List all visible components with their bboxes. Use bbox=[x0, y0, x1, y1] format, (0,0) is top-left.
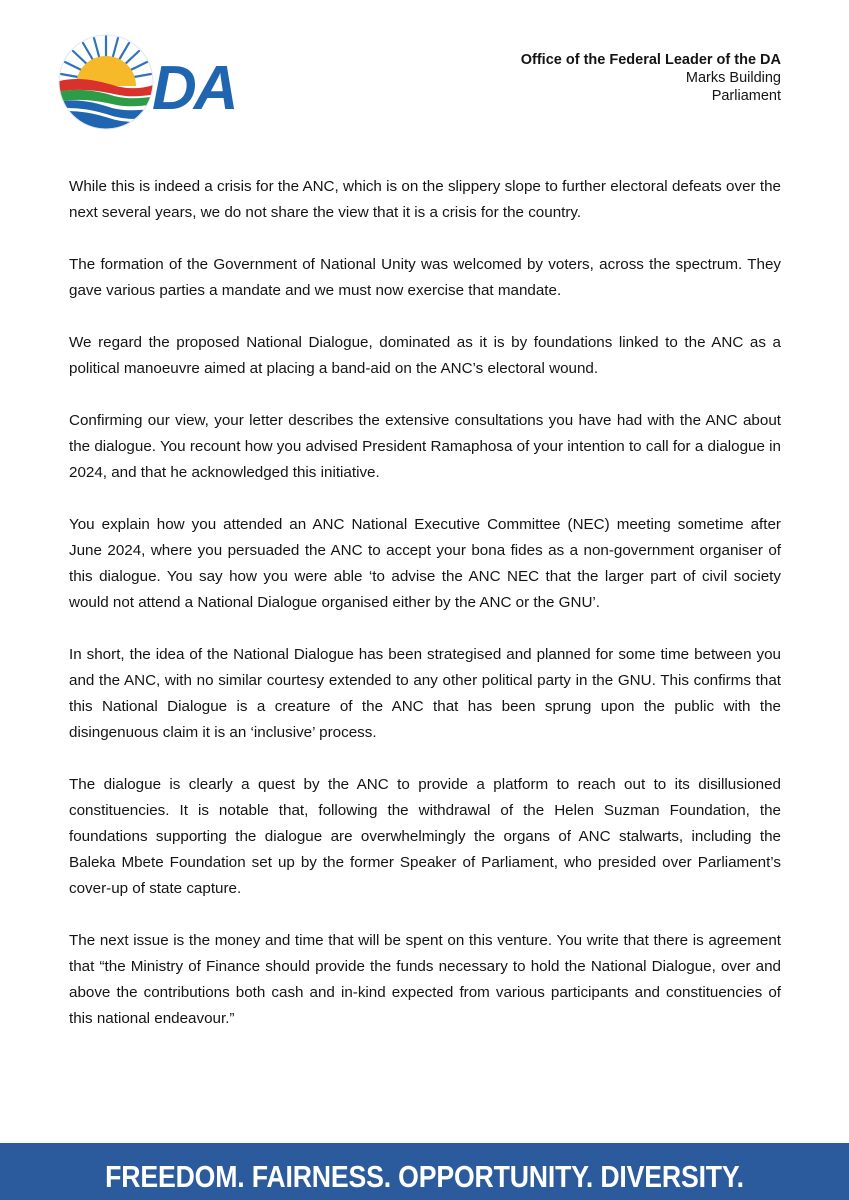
footer-slogan: FREEDOM. FAIRNESS. OPPORTUNITY. DIVERSITY. bbox=[105, 1159, 744, 1194]
office-address bbox=[521, 51, 781, 105]
paragraph: We regard the proposed National Dialogue, dominated as it is by foundations linked to the ANC as a political manoeuvre aimed at placing a band-aid on the ANC’s electoral wound. bbox=[69, 334, 781, 377]
office-title: Office of the Federal Leader of the DA bbox=[520, 52, 781, 68]
paragraph: The dialogue is clearly a quest by the ANC to provide a platform to reach out to its disillusioned constituencies. It is notable that, following the withdrawal of the Helen Suzman Foundation, the foundations supporting the dialogue are overwhelmingly the organs of ANC stalwarts, including the Baleka Mbete Foundation set up by the former Speaker of Parliament, who presided over Parliament’s cover-up of state capture. bbox=[69, 776, 781, 897]
paragraph: In short, the idea of the National Dialogue has been strategised and planned for some time between you and the ANC, with no similar courtesy extended to any other political party in the GNU. This confirms that this National Dialogue is a creature of the ANC that has been sprung upon the public with the disingenuous claim it is an ‘inclusive’ process. bbox=[69, 646, 781, 741]
office-building: Marks Building bbox=[685, 70, 781, 86]
da-wordmark: DA bbox=[152, 54, 236, 123]
letter-body bbox=[69, 174, 781, 1058]
paragraph: You explain how you attended an ANC National Executive Committee (NEC) meeting sometime after June 2024, where you persuaded the ANC to accept your bona fides as a non-government organiser of this dialogue. You say how you were able ‘to advise the ANC NEC that the larger part of civil society would not attend a National Dialogue organised either by the ANC or the GNU’. bbox=[69, 516, 781, 611]
paragraph: While this is indeed a crisis for the ANC, which is on the slippery slope to further electoral defeats over the next several years, we do not share the view that it is a crisis for the country. bbox=[69, 178, 781, 221]
paragraph: Confirming our view, your letter describes the extensive consultations you have had with the ANC about the dialogue. You recount how you advised President Ramaphosa of your intention to call for a dialogue in 2024, and that he acknowledged this initiative. bbox=[69, 412, 781, 481]
office-location: Parliament bbox=[711, 88, 781, 104]
da-logo bbox=[56, 30, 266, 134]
footer-banner bbox=[0, 1143, 849, 1200]
paragraph: The next issue is the money and time that will be spent on this venture. You write that there is agreement that “the Ministry of Finance should provide the funds necessary to hold the National Dialogue, over and above the contributions both cash and in-kind expected from various participants and constituencies of this national endeavour.” bbox=[69, 932, 781, 1027]
da-sun-logo-icon bbox=[56, 30, 266, 134]
paragraph: The formation of the Government of National Unity was welcomed by voters, across the spectrum. They gave various parties a mandate and we must now exercise that mandate. bbox=[69, 256, 781, 299]
letterhead bbox=[0, 0, 849, 150]
